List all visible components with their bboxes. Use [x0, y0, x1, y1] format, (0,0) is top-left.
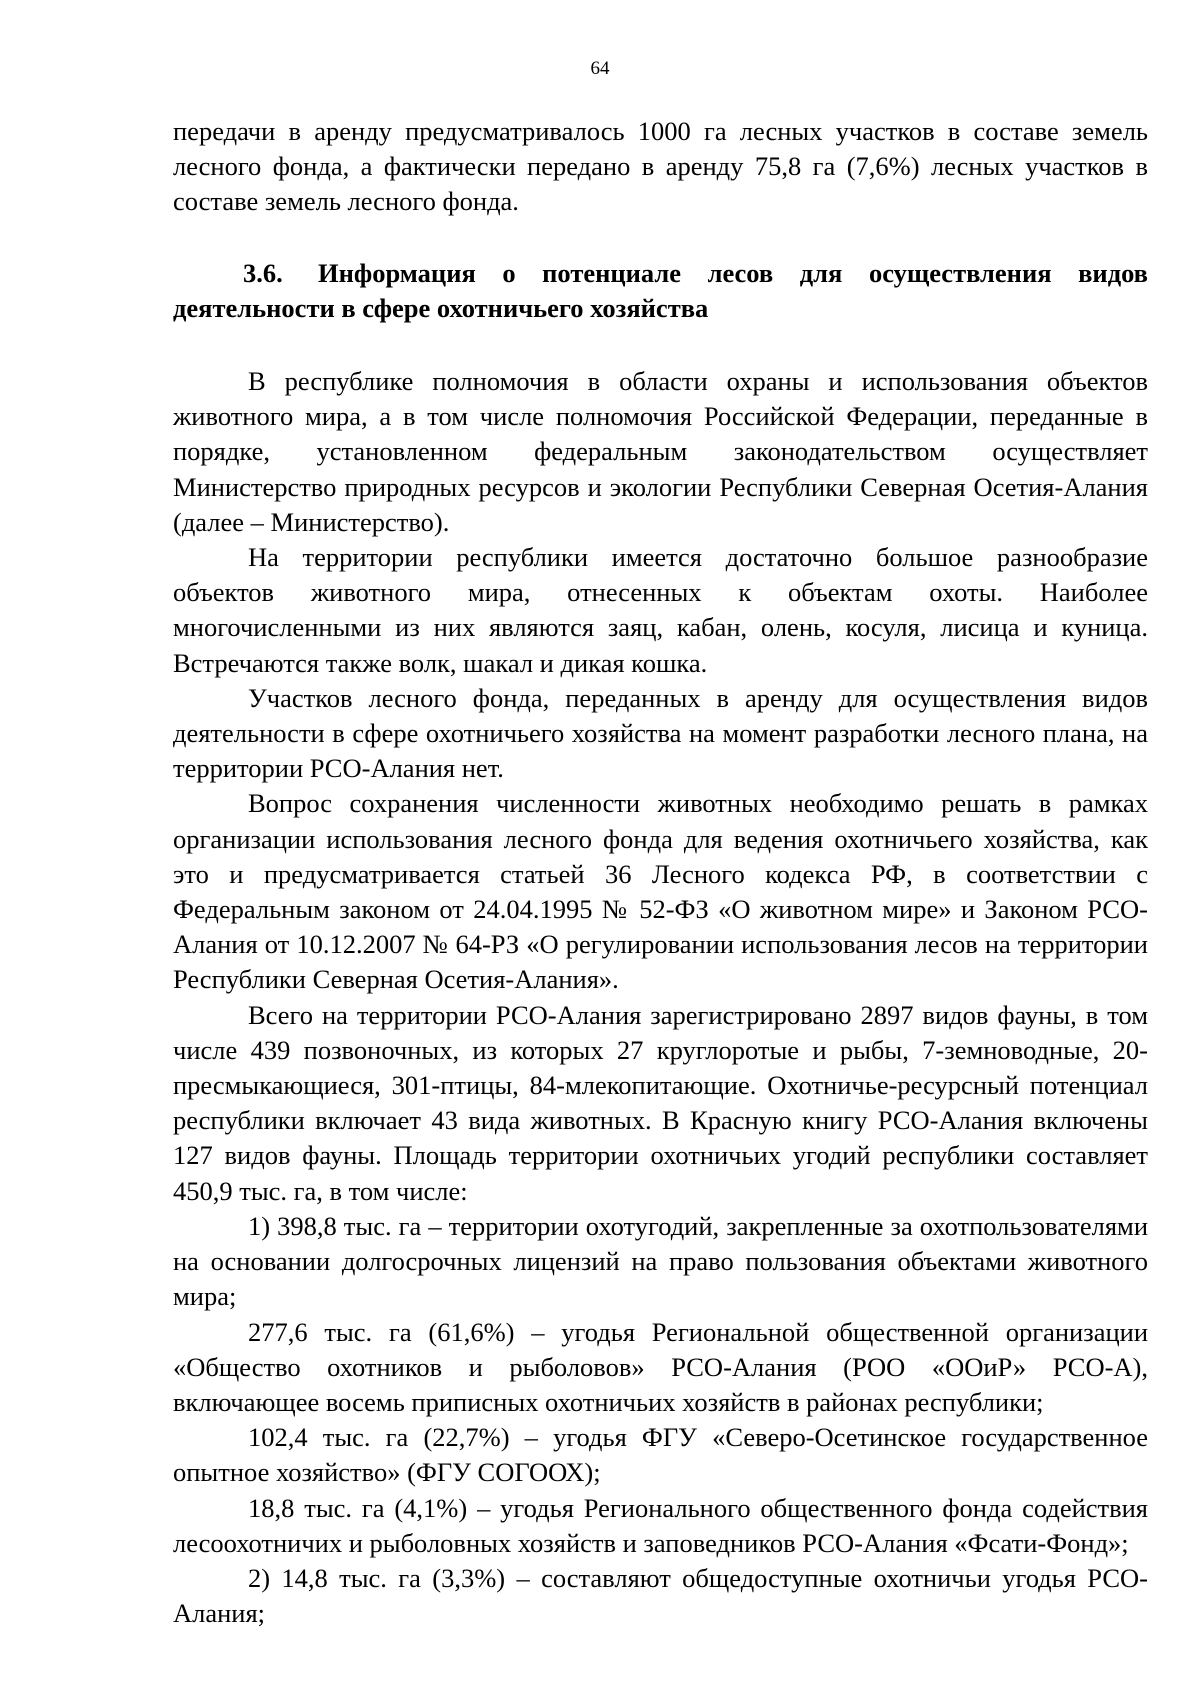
list-subitem-roo: 277,6 тыс. га (61,6%) – угодья Региональной общественной организации «Общество охотников и рыболовов» РСО-Алания (РОО «ООиР» РСО-А), включающее восемь приписных охотничьих хозяйств в районах республики; — [173, 1316, 1148, 1417]
paragraph-lease-status: Участков лесного фонда, переданных в аренду для осуществления видов деятельности в сфере охотничьего хозяйства на момент разработки лесного плана, на территории РСО-Алания нет. — [173, 682, 1148, 784]
intro-paragraph: передачи в аренду предусматривалось 1000 га лесных участков в составе земель лесного фонда, а фактически передано в аренду 75,8 га (7,6%) лесных участков в составе земель лесного фонда. — [173, 116, 1148, 217]
section-title: Информация о потенциале лесов для осуществления видов деятельности в сфере охотничьего хозяйства — [173, 257, 1148, 323]
list-item-2: 2) 14,8 тыс. га (3,3%) – составляют общедоступные охотничьи угодья РСО-Алания; — [173, 1562, 1148, 1629]
paragraph-fauna-count: Всего на территории РСО-Алания зарегистрировано 2897 видов фауны, в том числе 439 позвоночных, из которых 27 круглоротые и рыбы, 7-земноводные, 20-пресмыкающиеся, 301-птицы, 84-млекопитающие. Охотничье-ресурсный потенциал республики включает 43 вида животных. В Красную книгу РСО-Алания включены 127 видов фауны. Площадь территории охотничьих угодий республики составляет 450,9 тыс. га, в том числе: — [173, 999, 1148, 1206]
page-number: 64 — [590, 58, 610, 79]
section-heading — [173, 256, 1148, 326]
paragraph-authority: В республике полномочия в области охраны и использования объектов животного мира, а в том числе полномочия Российской Федерации, переданные в порядке, установленном федеральным законодательством осуществляет Министерство природных ресурсов и экологии Республики Северная Осетия-Алания (далее – Министерство). — [173, 366, 1148, 537]
list-subitem-fgu: 102,4 тыс. га (22,7%) – угодья ФГУ «Северо-Осетинское государственное опытное хозяйство» (ФГУ СОГООХ); — [173, 1422, 1148, 1488]
paragraph-conservation: Вопрос сохранения численности животных необходимо решать в рамках организации использования лесного фонда для ведения охотничьего хозяйства, как это и предусматривается статьей 36 Лесного кодекса РФ, в соответствии с Федеральным законом от 24.04.1995 № 52-ФЗ «О животном мире» и Законом РСО-Алания от 10.12.2007 № 64-РЗ «О регулировании использования лесов на территории Республики Северная Осетия-Алания». — [173, 788, 1148, 995]
list-subitem-fsati: 18,8 тыс. га (4,1%) – угодья Регионального общественного фонда содействия лесоохотничих и рыболовных хозяйств и заповедников РСО-Алания «Фсати-Фонд»; — [173, 1492, 1148, 1558]
list-item-1: 1) 398,8 тыс. га – территории охотугодий, закрепленные за охотпользователями на основании долгосрочных лицензий на право пользования объектами животного мира; — [173, 1210, 1148, 1312]
page-content — [173, 114, 1148, 1631]
paragraph-fauna-diversity: На территории республики имеется достаточно большое разнообразие объектов животного мира, отнесенных к объектам охоты. Наиболее многочисленными из них являются заяц, кабан, олень, косуля, лисица и куница. Встречаются также волк, шакал и дикая кошка. — [173, 542, 1148, 678]
section-number: 3.6. — [243, 257, 283, 288]
